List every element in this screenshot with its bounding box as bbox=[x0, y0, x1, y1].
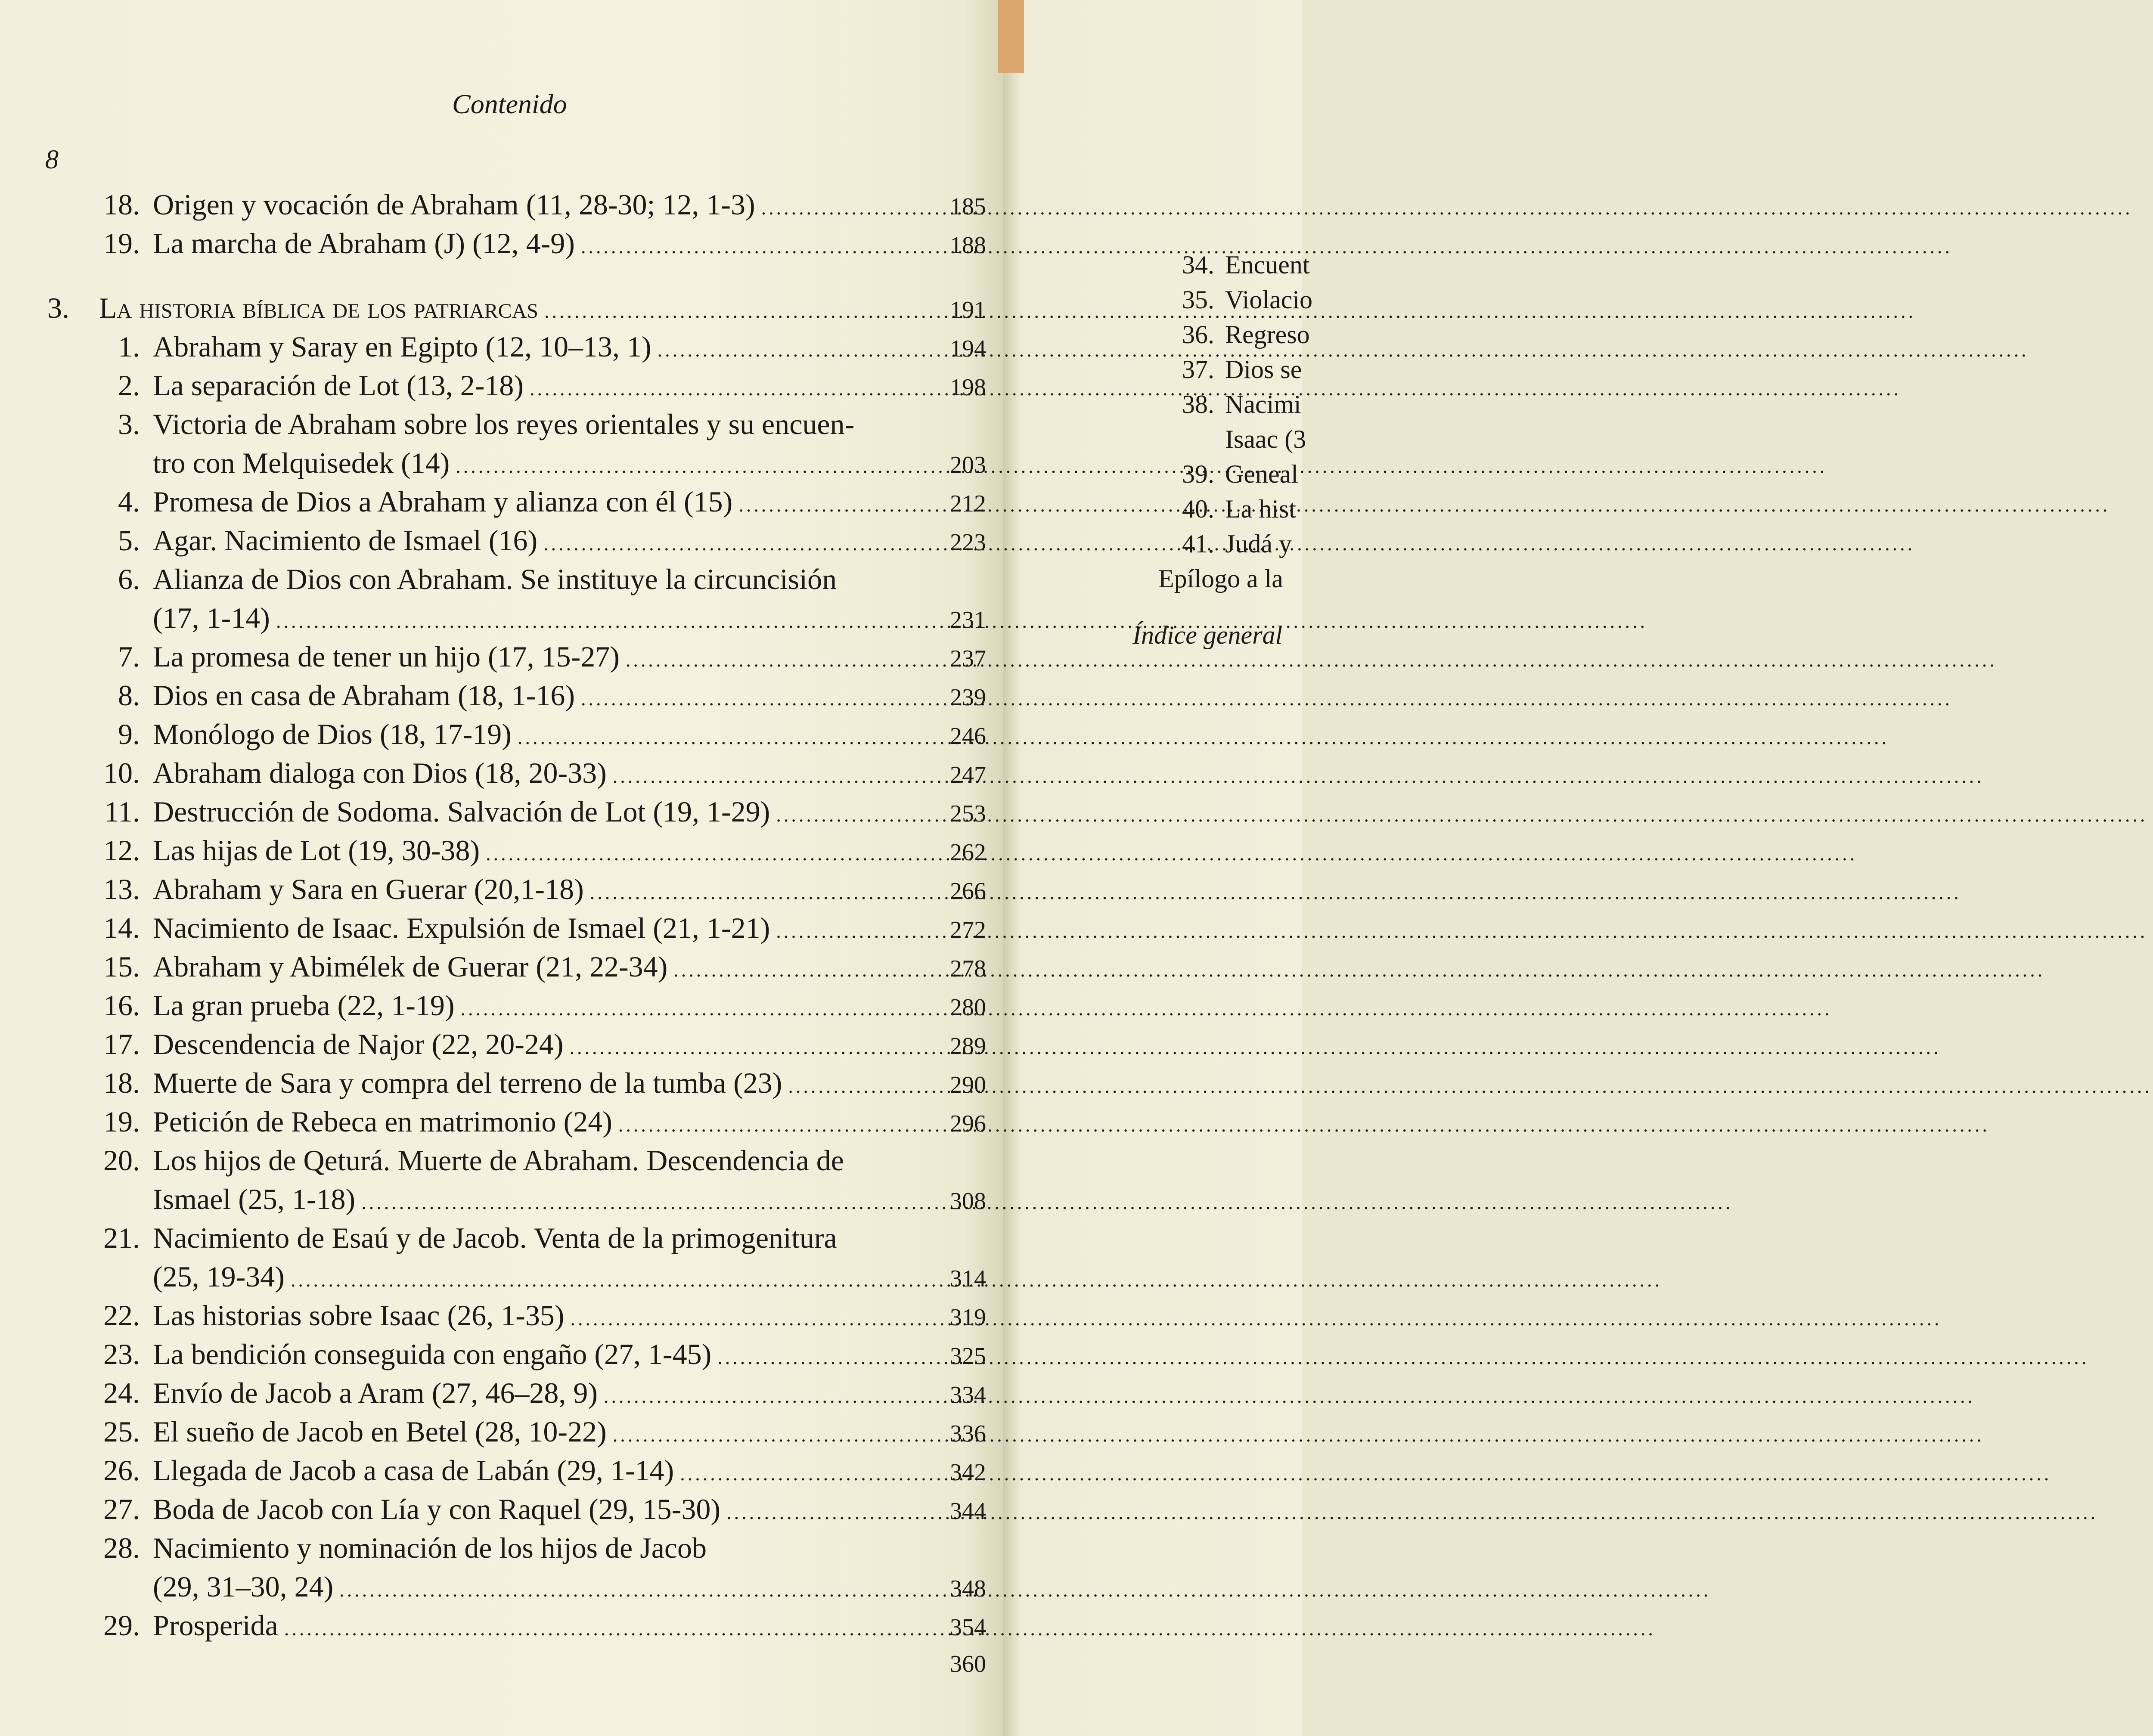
entry-title-wrap bbox=[153, 1257, 934, 1299]
entry-title-wrap bbox=[153, 1451, 934, 1493]
right-toc-entry bbox=[1163, 248, 1312, 282]
entry-number: 41. bbox=[1182, 530, 1214, 558]
table-of-contents bbox=[47, 185, 986, 1683]
entry-title-wrap bbox=[153, 224, 934, 266]
running-head: Contenido bbox=[452, 89, 567, 119]
entry-number: 35. bbox=[1182, 285, 1214, 314]
book-cover-edge bbox=[998, 0, 1024, 73]
entry-title: Muerte de Sara y compra del terreno de la tumba (23) bbox=[153, 1066, 782, 1099]
leader-dots bbox=[613, 1416, 1984, 1454]
toc-entry bbox=[47, 482, 986, 521]
entry-page: 237 bbox=[950, 645, 986, 672]
entry-page: 272 bbox=[950, 917, 986, 943]
entry-title-wrap bbox=[153, 1063, 934, 1106]
entry-page: 334 bbox=[950, 1382, 986, 1408]
section-heading bbox=[47, 288, 986, 327]
entry-number: 28. bbox=[103, 1531, 140, 1564]
toc-entry-continuation bbox=[47, 443, 986, 482]
entry-page: 266 bbox=[950, 878, 986, 905]
entry-title: Los hijos de Qeturá. Muerte de Abraham. Descendencia de bbox=[153, 1144, 844, 1177]
entry-page: 354 bbox=[950, 1614, 986, 1641]
entry-title: Agar. Nacimiento de Ismael (16) bbox=[153, 524, 538, 557]
entry-page: 231 bbox=[950, 607, 986, 633]
entry-number: 23. bbox=[103, 1338, 140, 1370]
section-title-wrap bbox=[99, 288, 934, 331]
entry-number: 12. bbox=[103, 834, 140, 867]
toc-entry bbox=[47, 1102, 986, 1141]
entry-number: 36. bbox=[1182, 320, 1214, 349]
entry-page: 185 bbox=[950, 193, 986, 220]
index-entry: Índice general bbox=[1132, 621, 1283, 649]
leader-dots bbox=[456, 447, 1827, 486]
right-toc-entry bbox=[1163, 282, 1312, 317]
entry-title: La separación de Lot (13, 2-18) bbox=[153, 369, 524, 402]
entry-title-wrap bbox=[153, 1412, 934, 1454]
entry-page: 296 bbox=[950, 1110, 986, 1137]
entry-page: 194 bbox=[950, 335, 986, 362]
entry-page: 198 bbox=[950, 374, 986, 401]
entry-page: 348 bbox=[950, 1575, 986, 1602]
entry-title: La promesa de tener un hijo (17, 15-27) bbox=[153, 640, 620, 673]
entry-title-wrap bbox=[153, 482, 934, 524]
toc-entry bbox=[47, 1606, 986, 1645]
toc-entry-continuation bbox=[47, 1567, 986, 1606]
entry-title-wrap bbox=[153, 986, 934, 1028]
entry-number: 7. bbox=[118, 640, 140, 673]
entry-page: 253 bbox=[950, 800, 986, 827]
entry-title-continued: (17, 1-14) bbox=[153, 601, 270, 634]
toc-entry bbox=[47, 792, 986, 831]
entry-page: 278 bbox=[950, 955, 986, 982]
toc-entry bbox=[47, 831, 986, 870]
leader-dots bbox=[571, 1299, 1942, 1338]
entry-page: 342 bbox=[950, 1459, 986, 1486]
entry-title: Judá y bbox=[1225, 530, 1292, 558]
right-toc-entry bbox=[1163, 527, 1312, 561]
entry-title-wrap bbox=[153, 676, 934, 718]
toc-entry bbox=[47, 947, 986, 986]
epilogue-entry: Epílogo a la bbox=[1158, 564, 1283, 593]
entry-title-wrap bbox=[153, 405, 934, 443]
toc-entry bbox=[47, 1528, 986, 1567]
toc-entry bbox=[47, 1063, 986, 1102]
entry-title: Abraham y Sara en Guerar (20,1-18) bbox=[153, 873, 584, 905]
entry-title: El sueño de Jacob en Betel (28, 10-22) bbox=[153, 1415, 607, 1448]
toc-entry bbox=[47, 715, 986, 753]
entry-number: 26. bbox=[103, 1454, 140, 1487]
leader-dots bbox=[618, 1106, 1990, 1144]
entry-number: 19. bbox=[103, 1105, 140, 1138]
entry-title-continued: Ismael (25, 1-18) bbox=[153, 1183, 356, 1215]
toc-entry bbox=[47, 185, 986, 224]
entry-number: 40. bbox=[1182, 495, 1214, 523]
entry-number: 1. bbox=[118, 330, 140, 363]
leader-dots bbox=[570, 1028, 1941, 1067]
toc-entry bbox=[47, 521, 986, 560]
entry-title-continued: (25, 19-34) bbox=[153, 1260, 285, 1293]
entry-number: 18. bbox=[103, 188, 140, 221]
entry-title: Origen y vocación de Abraham (11, 28-30; 12, 1-3) bbox=[153, 188, 755, 221]
right-toc-entry bbox=[1163, 457, 1312, 492]
entry-title-wrap bbox=[153, 715, 934, 757]
entry-title: La bendición conseguida con engaño (27, 1-45) bbox=[153, 1338, 712, 1370]
toc-entry bbox=[47, 1335, 986, 1373]
right-toc-entry bbox=[1163, 352, 1312, 387]
entry-title-wrap bbox=[153, 598, 934, 641]
toc-entry bbox=[47, 1373, 986, 1412]
entry-page: 262 bbox=[950, 839, 986, 866]
leader-dots bbox=[680, 1454, 2051, 1493]
entry-title-wrap bbox=[153, 1296, 934, 1338]
entry-number: 18. bbox=[103, 1066, 140, 1099]
entry-number: 9. bbox=[118, 718, 140, 750]
entry-title-wrap bbox=[153, 1528, 934, 1567]
entry-number: 5. bbox=[118, 524, 140, 557]
entry-title: Nacimi bbox=[1225, 390, 1301, 418]
entry-title-wrap bbox=[153, 1373, 934, 1416]
toc-entry bbox=[47, 676, 986, 715]
entry-title-continued: tro con Melquisedek (14) bbox=[153, 446, 450, 479]
entry-number: 13. bbox=[103, 873, 140, 905]
entry-title-wrap bbox=[153, 327, 934, 369]
toc-entry bbox=[47, 753, 986, 792]
entry-title: Monólogo de Dios (18, 17-19) bbox=[153, 718, 512, 750]
entry-page: 239 bbox=[950, 684, 986, 711]
leader-dots bbox=[604, 1377, 1975, 1416]
entry-title: Dios se bbox=[1225, 355, 1302, 384]
entry-number: 34. bbox=[1182, 251, 1214, 279]
leader-dots bbox=[461, 989, 1832, 1028]
entry-page: 289 bbox=[950, 1033, 986, 1060]
entry-title: Nacimiento de Isaac. Expulsión de Ismael (21, 1-21) bbox=[153, 911, 770, 944]
leader-dots bbox=[581, 679, 1952, 718]
page-number: 8 bbox=[45, 145, 59, 174]
leader-dots bbox=[590, 873, 1961, 912]
entry-title-wrap bbox=[153, 908, 934, 951]
entry-title: Llegada de Jacob a casa de Labán (29, 1-14) bbox=[153, 1454, 674, 1487]
leader-dots bbox=[788, 1067, 2153, 1106]
entry-number: 15. bbox=[103, 950, 140, 983]
entry-page: 344 bbox=[950, 1498, 986, 1525]
entry-title: Regreso bbox=[1225, 320, 1310, 349]
entry-title-continued: (29, 31–30, 24) bbox=[153, 1570, 334, 1603]
entry-number: 3. bbox=[118, 408, 140, 440]
entry-title-wrap bbox=[153, 1025, 934, 1067]
entry-number: 39. bbox=[1182, 460, 1214, 488]
entry-title-wrap bbox=[153, 792, 934, 834]
entry-page: 314 bbox=[950, 1265, 986, 1292]
entry-number: 4. bbox=[118, 485, 140, 518]
entry-title-wrap bbox=[153, 753, 934, 796]
entry-title: Encuent bbox=[1225, 251, 1310, 279]
leader-dots bbox=[339, 1571, 1711, 1609]
leader-dots bbox=[613, 757, 1984, 796]
toc-entry-continuation bbox=[47, 1180, 986, 1218]
entry-title-wrap bbox=[153, 1606, 934, 1648]
toc-entry bbox=[47, 560, 986, 598]
entry-page: 188 bbox=[950, 232, 986, 259]
entry-title-wrap bbox=[153, 1218, 934, 1257]
entry-title-wrap bbox=[153, 1141, 934, 1180]
entry-number: 6. bbox=[118, 563, 140, 595]
entry-title: Boda de Jacob con Lía y con Raquel (29, 15-30) bbox=[153, 1493, 721, 1525]
leader-dots bbox=[361, 1183, 1733, 1222]
entry-number: 22. bbox=[103, 1299, 140, 1332]
entry-title: Destrucción de Sodoma. Salvación de Lot (19, 1-29) bbox=[153, 795, 770, 828]
cut-off-entry-row bbox=[47, 1645, 986, 1683]
toc-entry bbox=[47, 637, 986, 676]
entry-number: 37. bbox=[1182, 355, 1214, 384]
toc-entry bbox=[47, 908, 986, 947]
section-number: 3. bbox=[47, 291, 69, 324]
leader-dots bbox=[673, 951, 2045, 989]
toc-entry bbox=[47, 1141, 986, 1180]
entry-number: 17. bbox=[103, 1028, 140, 1060]
leader-dots bbox=[518, 718, 1889, 757]
toc-entry bbox=[47, 870, 986, 908]
entry-title-wrap bbox=[153, 1102, 934, 1144]
entry-page: 319 bbox=[950, 1304, 986, 1331]
entry-number: 10. bbox=[103, 756, 140, 789]
entry-page: 223 bbox=[950, 529, 986, 556]
entry-title-wrap bbox=[153, 1490, 934, 1532]
entry-title: Abraham dialoga con Dios (18, 20-33) bbox=[153, 756, 607, 789]
entry-number: 27. bbox=[103, 1493, 140, 1525]
entry-number: 20. bbox=[103, 1144, 140, 1177]
entry-title: Violacio bbox=[1225, 285, 1312, 314]
entry-title: Abraham y Abimélek de Guerar (21, 22-34) bbox=[153, 950, 668, 983]
entry-title-wrap bbox=[153, 637, 934, 679]
entry-page: 247 bbox=[950, 762, 986, 788]
toc-entry-continuation bbox=[47, 1257, 986, 1296]
entry-number: 16. bbox=[103, 989, 140, 1022]
entry-title: La marcha de Abraham (J) (12, 4-9) bbox=[153, 227, 575, 260]
toc-entry bbox=[47, 1218, 986, 1257]
section-page: 191 bbox=[950, 297, 986, 323]
right-toc-entry bbox=[1163, 387, 1312, 422]
entry-title: La gran prueba (22, 1-19) bbox=[153, 989, 455, 1022]
entry-title: Prosperida bbox=[153, 1609, 278, 1642]
right-toc-entry bbox=[1163, 492, 1312, 527]
entry-title-wrap bbox=[153, 521, 934, 563]
entry-title-wrap bbox=[153, 1567, 934, 1609]
right-toc-entry-continuation: Isaac (3 bbox=[1225, 425, 1306, 453]
entry-title: Nacimiento de Esaú y de Jacob. Venta de la primogenitura bbox=[153, 1221, 837, 1254]
entry-title-wrap bbox=[153, 947, 934, 989]
toc-entry bbox=[47, 1490, 986, 1528]
entry-number: 11. bbox=[104, 795, 140, 828]
entry-page: 203 bbox=[950, 452, 986, 478]
page-number-cut-off: 360 bbox=[950, 1651, 986, 1677]
entry-page: 212 bbox=[950, 490, 986, 517]
entry-number: 8. bbox=[118, 679, 140, 712]
entry-number: 14. bbox=[103, 911, 140, 944]
entry-title: Nacimiento y nominación de los hijos de Jacob bbox=[153, 1531, 707, 1564]
entry-number: 21. bbox=[103, 1221, 140, 1254]
entry-title-wrap bbox=[153, 443, 934, 486]
toc-entry bbox=[47, 1451, 986, 1490]
toc-entry bbox=[47, 1412, 986, 1451]
section-title: La historia bíblica de los patriarcas bbox=[99, 291, 538, 324]
entry-number: 24. bbox=[103, 1376, 140, 1409]
entry-title: Descendencia de Najor (22, 20-24) bbox=[153, 1028, 564, 1060]
entry-title: La hist bbox=[1225, 495, 1296, 523]
toc-entry bbox=[47, 327, 986, 366]
entry-page: 246 bbox=[950, 723, 986, 750]
leader-dots bbox=[658, 331, 2029, 369]
entry-title-wrap bbox=[153, 366, 934, 408]
entry-title: Las hijas de Lot (19, 30-38) bbox=[153, 834, 480, 867]
entry-title: Envío de Jacob a Aram (27, 46–28, 9) bbox=[153, 1376, 598, 1409]
toc-entry bbox=[47, 405, 986, 443]
entry-title-wrap bbox=[153, 831, 934, 873]
entry-page: 308 bbox=[950, 1188, 986, 1215]
toc-entry bbox=[47, 986, 986, 1025]
entry-number: 25. bbox=[103, 1415, 140, 1448]
toc-entry-continuation bbox=[47, 598, 986, 637]
entry-title: Alianza de Dios con Abraham. Se instituye la circuncisión bbox=[153, 563, 837, 595]
entry-number: 2. bbox=[118, 369, 140, 402]
entry-title-wrap bbox=[153, 870, 934, 912]
entry-page: 290 bbox=[950, 1072, 986, 1098]
entry-title: Dios en casa de Abraham (18, 1-16) bbox=[153, 679, 575, 712]
toc-entry bbox=[47, 224, 986, 263]
entry-page: 280 bbox=[950, 994, 986, 1021]
entry-title-wrap bbox=[153, 185, 934, 227]
entry-number: 38. bbox=[1182, 390, 1214, 418]
entry-title: Geneal bbox=[1225, 460, 1298, 488]
leader-dots bbox=[726, 1493, 2098, 1532]
toc-entry bbox=[47, 1025, 986, 1063]
entry-title-wrap bbox=[153, 560, 934, 598]
entry-page: 336 bbox=[950, 1420, 986, 1447]
entry-title-wrap bbox=[153, 1335, 934, 1377]
toc-entry bbox=[47, 1296, 986, 1335]
entry-number: 29. bbox=[103, 1609, 140, 1642]
right-page-toc bbox=[1132, 248, 1312, 653]
entry-title: Victoria de Abraham sobre los reyes orientales y su encuen- bbox=[153, 408, 855, 440]
entry-number: 19. bbox=[103, 227, 140, 260]
toc-entry bbox=[47, 366, 986, 405]
entry-page: 325 bbox=[950, 1343, 986, 1370]
entry-title: Promesa de Dios a Abraham y alianza con él (15) bbox=[153, 485, 733, 518]
leader-dots bbox=[486, 834, 1857, 873]
entry-title: Petición de Rebeca en matrimonio (24) bbox=[153, 1105, 612, 1138]
leader-dots bbox=[717, 1338, 2089, 1377]
entry-title-wrap bbox=[153, 1180, 934, 1222]
right-toc-entry bbox=[1163, 317, 1312, 352]
entry-title: Las historias sobre Isaac (26, 1-35) bbox=[153, 1299, 565, 1332]
entry-title: Abraham y Saray en Egipto (12, 10–13, 1) bbox=[153, 330, 651, 363]
